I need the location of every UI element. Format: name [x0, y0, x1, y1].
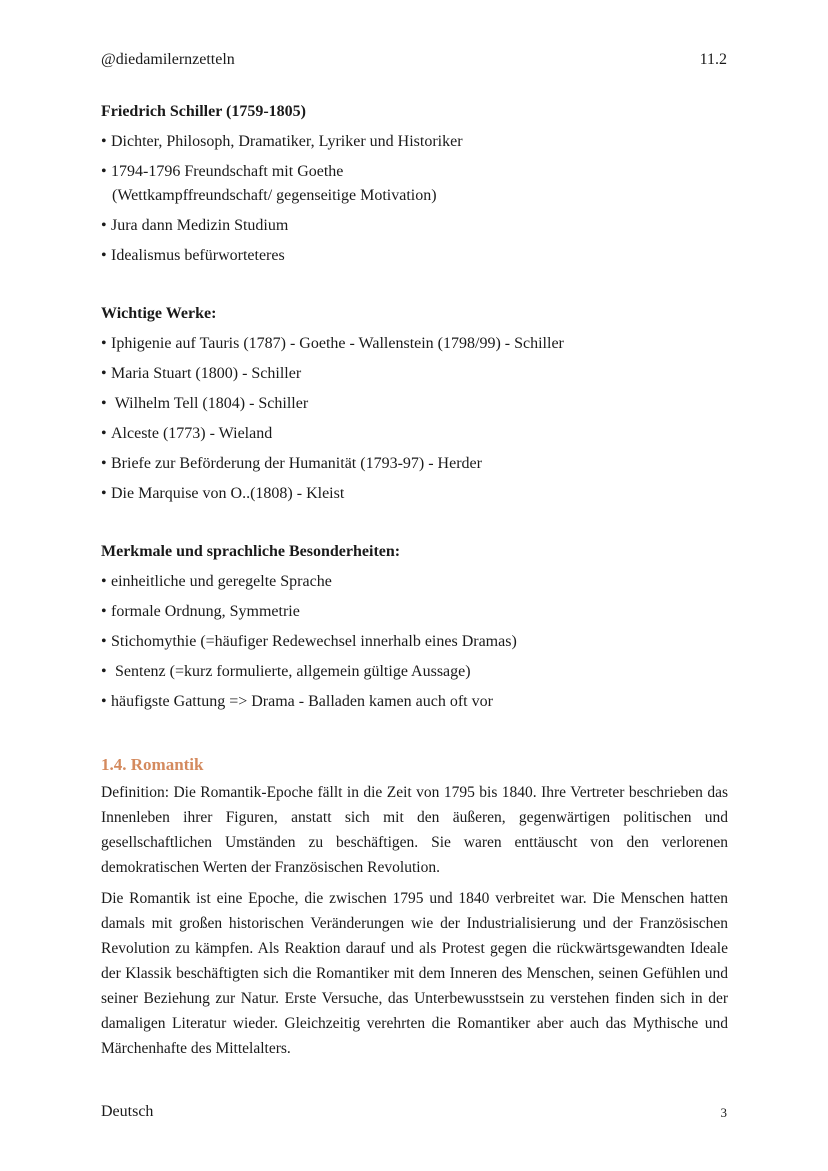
- bullet-icon: •: [101, 365, 107, 382]
- bullet-icon: •: [101, 485, 107, 502]
- list-item: • einheitliche und geregelte Sprache: [101, 570, 728, 594]
- header-class: 11.2: [699, 51, 727, 68]
- bullet-icon: •: [101, 335, 107, 352]
- romantik-definition-paragraph: Definition: Die Romantik-Epoche fällt in die Zeit von 1795 bis 1840. Ihre Vertreter beschrieben das Innenleben ihrer Figuren, anstatt sich mit den äußeren, gegenwärtigen politischen und gesellschaftlichen Umständen zu beschäftigen. Sie waren enttäuscht von den verlorenen demokratischen Werten der Französischen Revolution.: [101, 784, 728, 876]
- bullet-icon: •: [101, 573, 107, 590]
- bullet-icon: •: [101, 247, 107, 264]
- romantik-section-title: 1.4. Romantik: [101, 755, 204, 774]
- schiller-heading: Friedrich Schiller (1759-1805): [101, 103, 306, 120]
- list-item: • Briefe zur Beförderung der Humanität (1793-97) - Herder: [101, 452, 728, 476]
- list-item: • Idealismus befürworteteres: [101, 244, 728, 268]
- bullet-icon: •: [101, 603, 107, 620]
- list-item: • Stichomythie (=häufiger Redewechsel innerhalb eines Dramas): [101, 630, 728, 654]
- footer-subject: Deutsch: [101, 1103, 154, 1120]
- list-item: • formale Ordnung, Symmetrie: [101, 600, 728, 624]
- werke-list: [101, 332, 728, 506]
- list-item: • Sentenz (=kurz formulierte, allgemein gültige Aussage): [101, 660, 728, 684]
- romantik-body-paragraph: Die Romantik ist eine Epoche, die zwischen 1795 und 1840 verbreitet war. Die Menschen hatten damals mit großen historischen Veränderungen wie der Industrialisierung und der Französischen Revolution zu kämpfen. Als Reaktion darauf und als Protest gegen die rückwärtsgewandten Ideale der Klassik beschäftigten sich die Romantiker mit dem Inneren des Menschen, seinen Gefühlen und seiner Beziehung zur Natur. Erste Versuche, das Unterbewusstsein zu verstehen finden sich in der damaligen Literatur wieder. Gleichzeitig verehrten die Romantiker aber auch das Mythische und Märchenhafte des Mittelalters.: [101, 890, 728, 1057]
- header-author: @diedamilernzetteln: [101, 51, 235, 68]
- bullet-icon: •: [101, 217, 107, 234]
- list-item: • 1794-1796 Freundschaft mit Goethe (Wettkampffreundschaft/ gegenseitige Motivation): [101, 160, 728, 208]
- list-item: • Iphigenie auf Tauris (1787) - Goethe - Wallenstein (1798/99) - Schiller: [101, 332, 728, 356]
- werke-heading: Wichtige Werke:: [101, 305, 217, 322]
- list-item: • Jura dann Medizin Studium: [101, 214, 728, 238]
- bullet-icon: •: [101, 163, 107, 180]
- list-item-continuation: (Wettkampffreundschaft/ gegenseitige Motivation): [112, 187, 437, 204]
- bullet-icon: •: [101, 693, 107, 710]
- list-item: • Maria Stuart (1800) - Schiller: [101, 362, 728, 386]
- bullet-icon: •: [101, 395, 107, 412]
- bullet-icon: •: [101, 133, 107, 150]
- merkmale-list: [101, 570, 728, 714]
- list-item: • Dichter, Philosoph, Dramatiker, Lyriker und Historiker: [101, 130, 728, 154]
- page-number: 3: [720, 1105, 727, 1120]
- list-item: • häufigste Gattung => Drama - Balladen kamen auch oft vor: [101, 690, 728, 714]
- bullet-icon: •: [101, 425, 107, 442]
- merkmale-heading: Merkmale und sprachliche Besonderheiten:: [101, 543, 401, 560]
- page-content: [101, 100, 728, 1067]
- list-item: • Wilhelm Tell (1804) - Schiller: [101, 392, 728, 416]
- bullet-icon: •: [101, 455, 107, 472]
- list-item: • Alceste (1773) - Wieland: [101, 422, 728, 446]
- bullet-icon: •: [101, 663, 107, 680]
- bullet-icon: •: [101, 633, 107, 650]
- list-item: • Die Marquise von O..(1808) - Kleist: [101, 482, 728, 506]
- schiller-list: [101, 130, 728, 268]
